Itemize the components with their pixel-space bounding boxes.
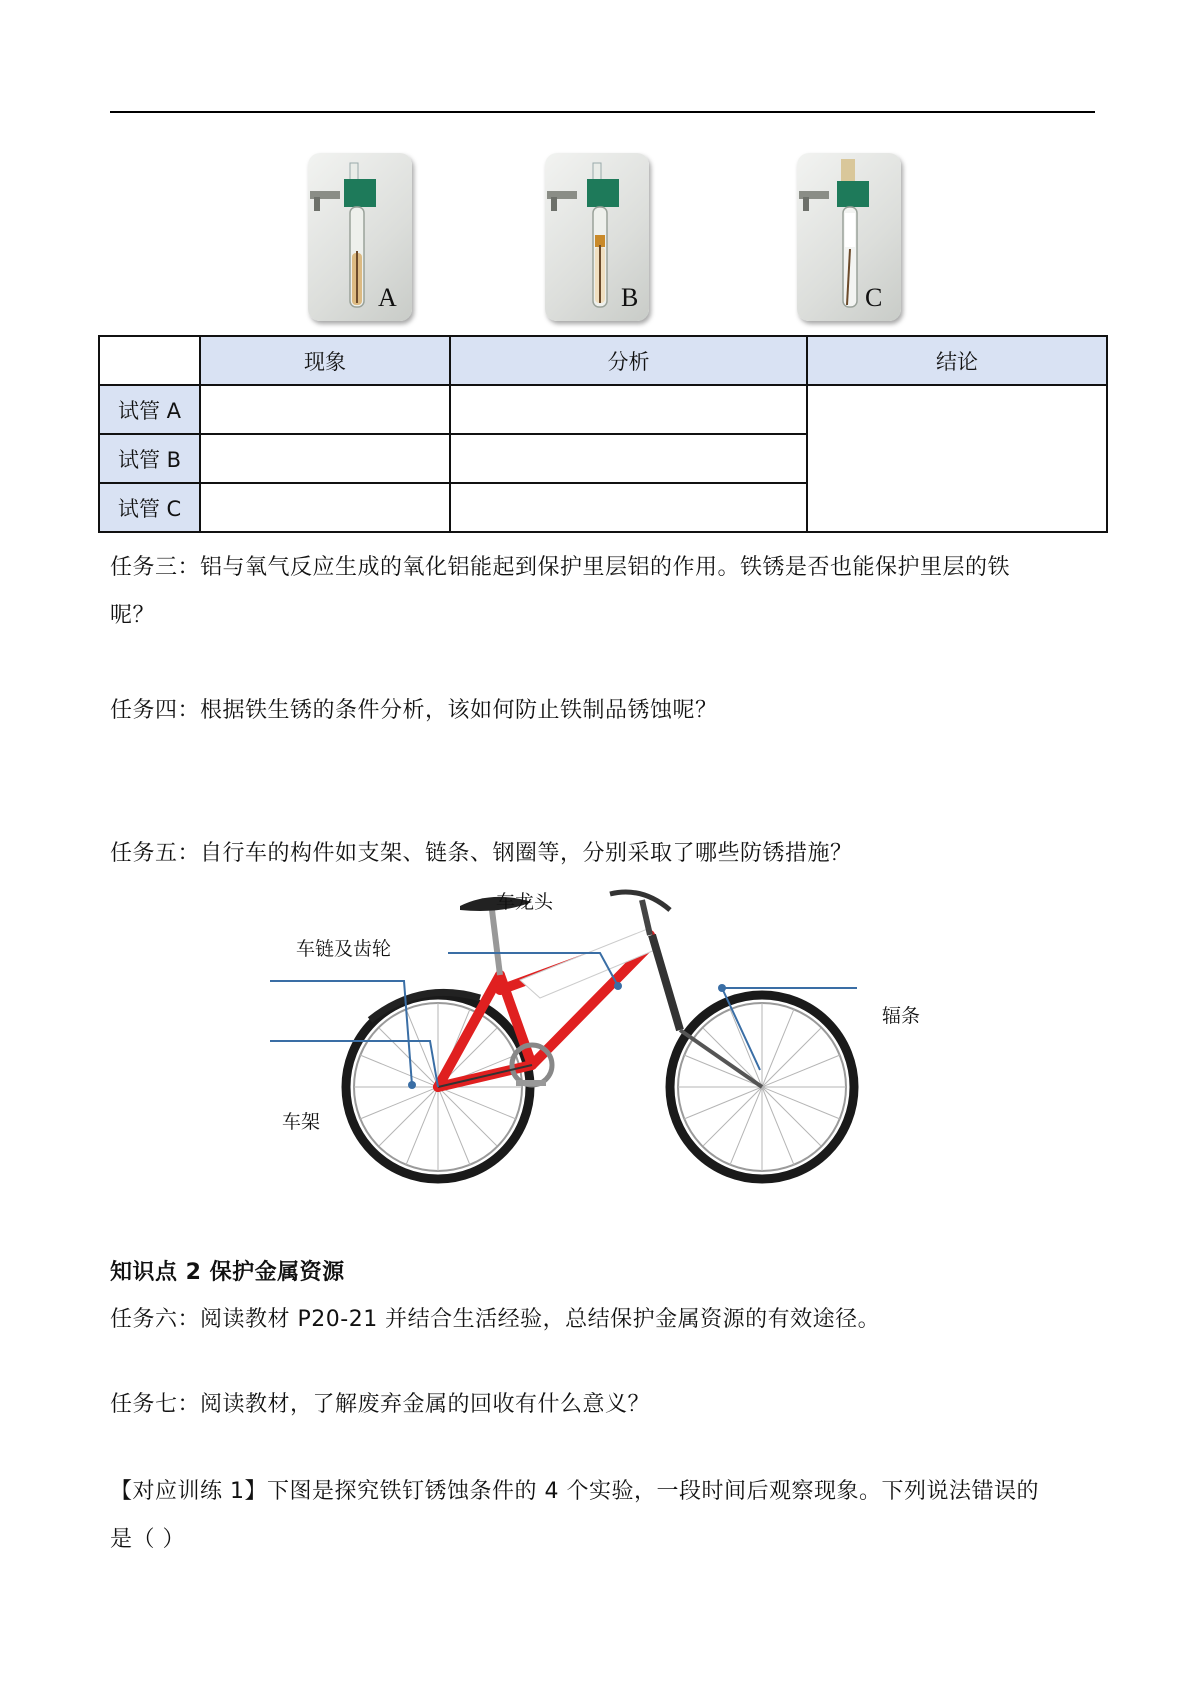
- exercise-line2: 是（ ）: [110, 1527, 185, 1552]
- cell-analysis-b[interactable]: [450, 434, 807, 483]
- row-label-tube-b: 试管 B: [99, 434, 200, 483]
- header-conclusion: 结论: [807, 336, 1107, 385]
- observation-table: [98, 335, 1108, 533]
- tube-label-a: A: [378, 283, 397, 312]
- test-tube-a-photo: [308, 153, 412, 321]
- section-heading: 知识点 2 保护金属资源: [110, 1260, 345, 1285]
- task6-text: 任务六：阅读教材 P20-21 并结合生活经验，总结保护金属资源的有效途径。: [110, 1307, 881, 1332]
- label-handlebar: 车龙头: [496, 891, 554, 913]
- bicycle-diagram: [270, 880, 940, 1200]
- cell-phenomenon-b[interactable]: [200, 434, 450, 483]
- label-chain-gear: 车链及齿轮: [296, 938, 392, 960]
- bicycle-illustration: [270, 880, 940, 1200]
- label-frame: 车架: [282, 1111, 321, 1133]
- task4-text: 任务四：根据铁生锈的条件分析，该如何防止铁制品锈蚀呢？: [110, 698, 718, 723]
- row-label-tube-a: 试管 A: [99, 385, 200, 434]
- header-analysis: 分析: [450, 336, 807, 385]
- tube-label-c: C: [865, 283, 883, 312]
- table-header-row: [99, 336, 1107, 385]
- cell-phenomenon-a[interactable]: [200, 385, 450, 434]
- table-row: [99, 385, 1107, 434]
- label-spokes: 辐条: [882, 1005, 921, 1027]
- table-corner-cell: [99, 336, 200, 385]
- header-phenomenon: 现象: [200, 336, 450, 385]
- exercise-line1: 【对应训练 1】下图是探究铁钉锈蚀条件的 4 个实验，一段时间后观察现象。下列说法错误的: [110, 1479, 1039, 1504]
- cell-analysis-c[interactable]: [450, 483, 807, 532]
- task3-line2: 呢？: [110, 603, 156, 628]
- test-tube-b-photo: [545, 153, 649, 321]
- task7-text: 任务七：阅读教材，了解废弃金属的回收有什么意义？: [110, 1392, 651, 1417]
- cell-analysis-a[interactable]: [450, 385, 807, 434]
- tube-label-b: B: [621, 283, 639, 312]
- task3-line1: 任务三：铝与氧气反应生成的氧化铝能起到保护里层铝的作用。铁锈是否也能保护里层的铁: [110, 555, 1011, 580]
- task5-text: 任务五：自行车的构件如支架、链条、钢圈等，分别采取了哪些防锈措施？: [110, 841, 853, 866]
- header-rule: [110, 111, 1095, 113]
- test-tube-c-photo: [797, 153, 901, 321]
- cell-phenomenon-c[interactable]: [200, 483, 450, 532]
- row-label-tube-c: 试管 C: [99, 483, 200, 532]
- cell-conclusion[interactable]: [807, 385, 1107, 532]
